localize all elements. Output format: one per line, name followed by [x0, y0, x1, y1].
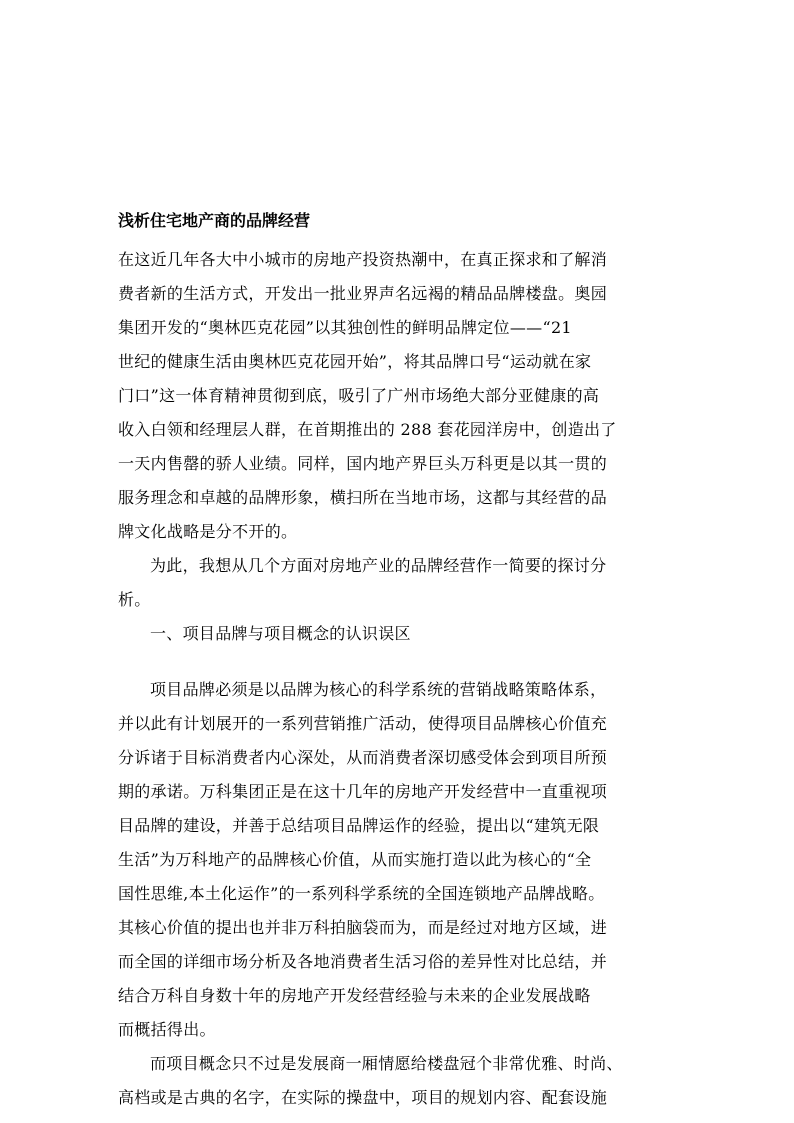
- paragraph-line: 服务理念和卓越的品牌形象，横扫所在当地市场，这都与其经营的品: [118, 488, 608, 507]
- paragraph-line: 国性思维,本土化运作”的一系列科学系统的全国连锁地产品牌战略。: [118, 884, 605, 903]
- paragraph-line: 目品牌的建设，并善于总结项目品牌运作的经验，提出以“建筑无限: [118, 816, 600, 835]
- paragraph-line: 生活”为万科地产的品牌核心价值，从而实施打造以此为核心的“全: [118, 850, 592, 869]
- paragraph-line: 牌文化战略是分不开的。: [118, 522, 298, 541]
- paragraph-line: 在这近几年各大中小城市的房地产投资热潮中，在真正探求和了解消: [118, 250, 608, 269]
- paragraph-line: 期的承诺。万科集团正是在这十几年的房地产开发经营中一直重视项: [118, 782, 608, 801]
- paragraph-line: 收入白领和经理层人群，在首期推出的 288 套花园洋房中，创造出了: [118, 420, 617, 439]
- paragraph-line: 而概括得出。: [118, 1020, 216, 1039]
- section-heading: 一、项目品牌与项目概念的认识误区: [150, 624, 411, 643]
- paragraph-line: 其核心价值的提出也并非万科拍脑袋而为，而是经过对地方区域，进: [118, 918, 608, 937]
- paragraph-line: 分诉诸于目标消费者内心深处，从而消费者深切感受体会到项目所预: [118, 748, 608, 767]
- paragraph-line: 门口”这一体育精神贯彻到底，吸引了广州市场绝大部分亚健康的高: [118, 386, 600, 405]
- paragraph-line: 集团开发的“奥林匹克花园”以其独创性的鲜明品牌定位——“21: [118, 318, 572, 337]
- paragraph-line: 而项目概念只不过是发展商一厢情愿给楼盘冠个非常优雅、时尚、: [150, 1054, 623, 1073]
- paragraph-line: 并以此有计划展开的一系列营销推广活动，使得项目品牌核心价值充: [118, 714, 608, 733]
- paragraph-line: 项目品牌必须是以品牌为核心的科学系统的营销战略策略体系，: [150, 680, 607, 699]
- paragraph-line: 费者新的生活方式，开发出一批业界声名远褐的精品品牌楼盘。奥园: [118, 284, 608, 303]
- paragraph-line: 析。: [118, 590, 151, 609]
- paragraph-line: 结合万科自身数十年的房地产开发经营经验与未来的企业发展战略: [118, 986, 591, 1005]
- document-title: 浅析住宅地产商的品牌经营: [118, 211, 311, 230]
- paragraph-line: 高档或是古典的名字，在实际的操盘中，项目的规划内容、配套设施: [118, 1088, 608, 1107]
- paragraph-line: 一天内售罄的骄人业绩。同样，国内地产界巨头万科更是以其一贯的: [118, 454, 608, 473]
- paragraph-line: 为此，我想从几个方面对房地产业的品牌经营作一简要的探讨分: [150, 556, 607, 575]
- paragraph-line: 而全国的详细市场分析及各地消费者生活习俗的差异性对比总结，并: [118, 952, 608, 971]
- paragraph-line: 世纪的健康生活由奥林匹克花园开始”，将其品牌口号“运动就在家: [118, 352, 592, 371]
